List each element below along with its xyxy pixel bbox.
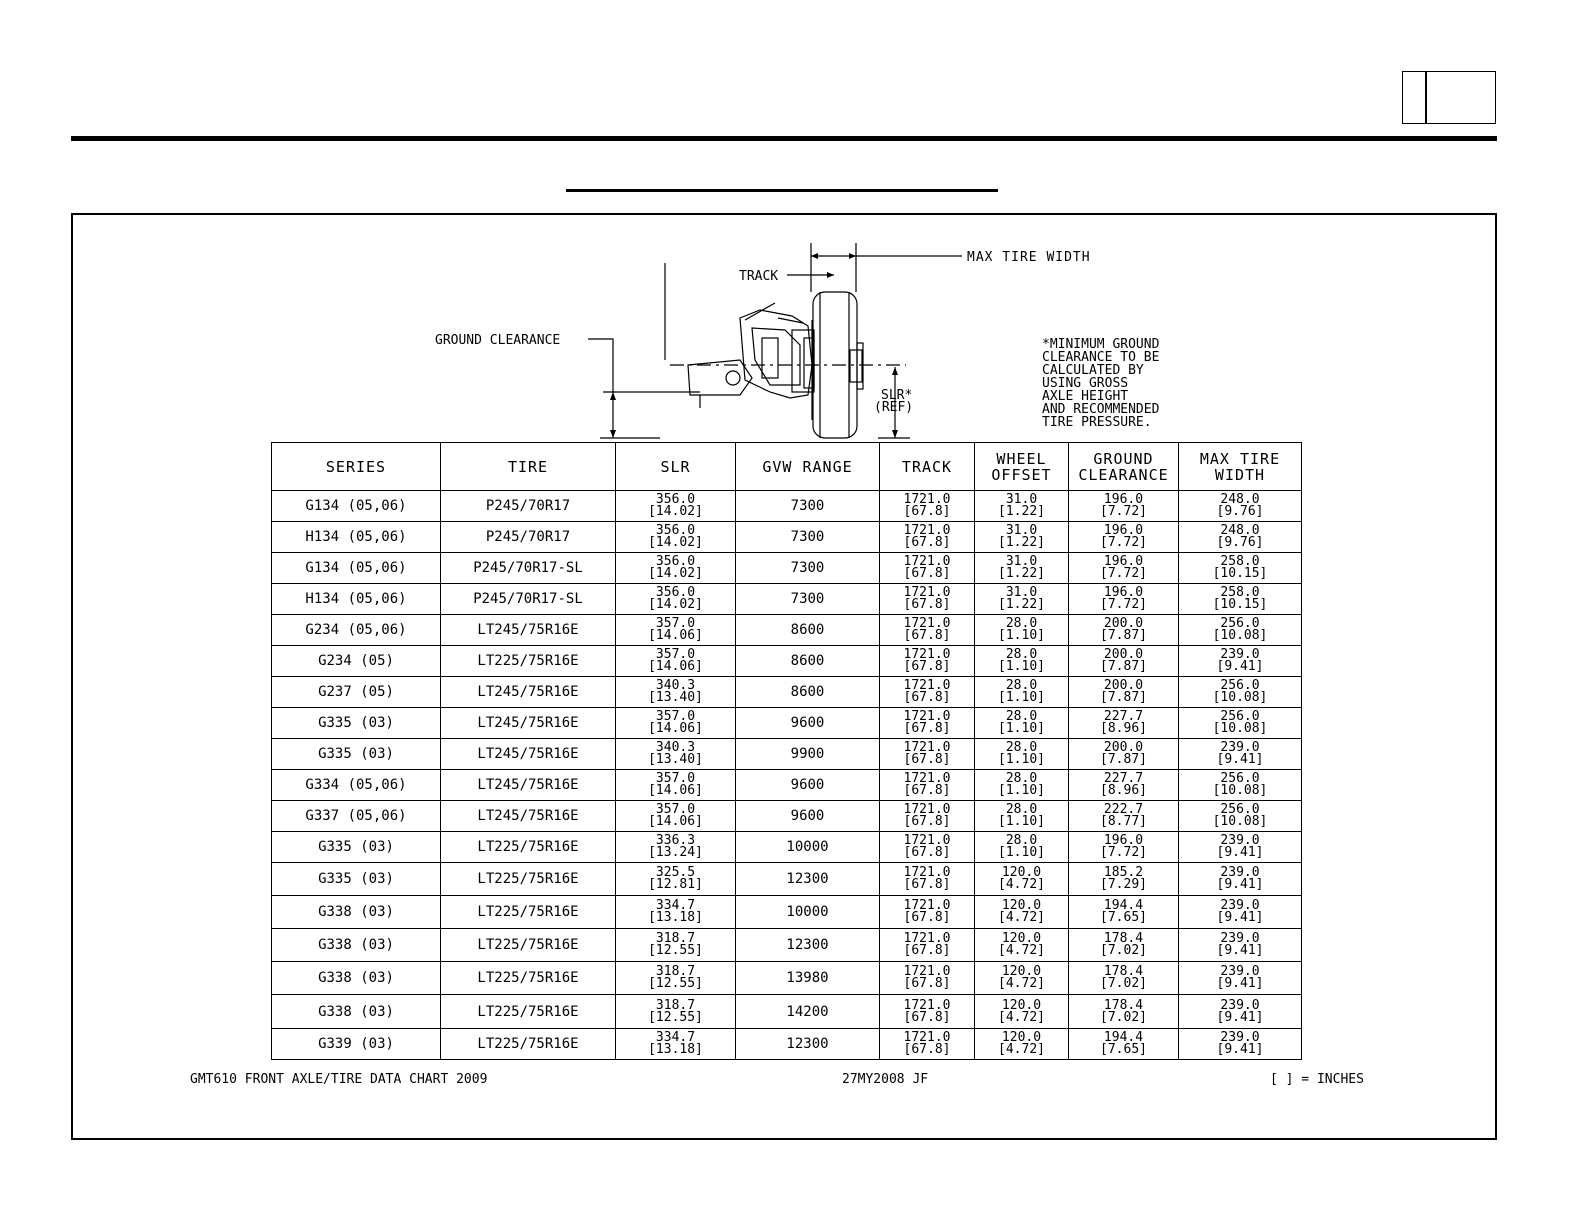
cell-gvw-range: 7300 — [736, 584, 880, 615]
table-row — [272, 801, 1302, 832]
cell-series: G339 (03) — [272, 1029, 441, 1060]
table-header-row — [272, 443, 1302, 491]
cell-wheel-offset: 28.0 [1.10] — [975, 708, 1069, 739]
cell-max-tire-width: 248.0 [9.76] — [1179, 522, 1302, 553]
cell-series: G337 (05,06) — [272, 801, 441, 832]
cell-gvw-range: 12300 — [736, 929, 880, 962]
cell-slr: 340.3 [13.40] — [616, 677, 736, 708]
svg-text:*MINIMUM GROUND: *MINIMUM GROUND — [1042, 337, 1160, 352]
cell-wheel-offset: 28.0 [1.10] — [975, 615, 1069, 646]
table-row — [272, 962, 1302, 995]
cell-slr: 325.5 [12.81] — [616, 863, 736, 896]
cell-gvw-range: 9900 — [736, 739, 880, 770]
cell-slr: 356.0 [14.02] — [616, 522, 736, 553]
cell-tire: LT225/75R16E — [441, 863, 616, 896]
cell-wheel-offset: 28.0 [1.10] — [975, 646, 1069, 677]
cell-max-tire-width: 239.0 [9.41] — [1179, 929, 1302, 962]
table-row — [272, 584, 1302, 615]
cell-wheel-offset: 28.0 [1.10] — [975, 801, 1069, 832]
cell-track: 1721.0 [67.8] — [880, 995, 975, 1029]
cell-wheel-offset: 28.0 [1.10] — [975, 677, 1069, 708]
cell-ground-clearance: 227.7 [8.96] — [1069, 770, 1179, 801]
table-row — [272, 646, 1302, 677]
cell-tire: LT225/75R16E — [441, 646, 616, 677]
cell-series: G237 (05) — [272, 677, 441, 708]
cell-max-tire-width: 256.0 [10.08] — [1179, 801, 1302, 832]
cell-track: 1721.0 [67.8] — [880, 863, 975, 896]
table-row — [272, 832, 1302, 863]
cell-track: 1721.0 [67.8] — [880, 646, 975, 677]
cell-slr: 336.3 [13.24] — [616, 832, 736, 863]
header-max-tire-width: MAX TIRE WIDTH — [1179, 443, 1302, 491]
cell-max-tire-width: 239.0 [9.41] — [1179, 962, 1302, 995]
ground-clearance-label: GROUND CLEARANCE — [435, 333, 561, 348]
minimum-ground-clearance-note — [1042, 337, 1160, 430]
cell-track: 1721.0 [67.8] — [880, 832, 975, 863]
cell-wheel-offset: 120.0 [4.72] — [975, 1029, 1069, 1060]
cell-series: G134 (05,06) — [272, 553, 441, 584]
cell-wheel-offset: 31.0 [1.22] — [975, 584, 1069, 615]
cell-wheel-offset: 31.0 [1.22] — [975, 553, 1069, 584]
cell-gvw-range: 9600 — [736, 708, 880, 739]
svg-text:CLEARANCE TO BE: CLEARANCE TO BE — [1042, 350, 1160, 365]
track-label: TRACK — [739, 269, 779, 284]
table-row — [272, 615, 1302, 646]
cell-ground-clearance: 196.0 [7.72] — [1069, 553, 1179, 584]
cell-wheel-offset: 28.0 [1.10] — [975, 770, 1069, 801]
cell-track: 1721.0 [67.8] — [880, 553, 975, 584]
header-series: SERIES — [272, 443, 441, 491]
cell-max-tire-width: 256.0 [10.08] — [1179, 770, 1302, 801]
cell-tire: P245/70R17 — [441, 522, 616, 553]
cell-slr: 318.7 [12.55] — [616, 929, 736, 962]
cell-wheel-offset: 120.0 [4.72] — [975, 863, 1069, 896]
cell-track: 1721.0 [67.8] — [880, 677, 975, 708]
cell-slr: 334.7 [13.18] — [616, 896, 736, 929]
cell-tire: LT245/75R16E — [441, 770, 616, 801]
cell-track: 1721.0 [67.8] — [880, 708, 975, 739]
cell-track: 1721.0 [67.8] — [880, 1029, 975, 1060]
header-wheel-offset: WHEEL OFFSET — [975, 443, 1069, 491]
cell-gvw-range: 7300 — [736, 553, 880, 584]
cell-max-tire-width: 248.0 [9.76] — [1179, 491, 1302, 522]
cell-wheel-offset: 120.0 [4.72] — [975, 995, 1069, 1029]
cell-series: G338 (03) — [272, 962, 441, 995]
cell-track: 1721.0 [67.8] — [880, 929, 975, 962]
cell-ground-clearance: 178.4 [7.02] — [1069, 962, 1179, 995]
cell-tire: LT245/75R16E — [441, 615, 616, 646]
cell-slr: 356.0 [14.02] — [616, 491, 736, 522]
footer-legend: [ ] = INCHES — [1270, 1072, 1364, 1087]
cell-ground-clearance: 200.0 [7.87] — [1069, 739, 1179, 770]
cell-tire: P245/70R17-SL — [441, 584, 616, 615]
cell-gvw-range: 12300 — [736, 1029, 880, 1060]
cell-slr: 357.0 [14.06] — [616, 646, 736, 677]
cell-series: H134 (05,06) — [272, 584, 441, 615]
header-slr: SLR — [616, 443, 736, 491]
table-row — [272, 739, 1302, 770]
cell-track: 1721.0 [67.8] — [880, 739, 975, 770]
cell-series: G335 (03) — [272, 832, 441, 863]
cell-wheel-offset: 120.0 [4.72] — [975, 929, 1069, 962]
cell-max-tire-width: 239.0 [9.41] — [1179, 896, 1302, 929]
header-ground-clearance: GROUND CLEARANCE — [1069, 443, 1179, 491]
cell-ground-clearance: 222.7 [8.77] — [1069, 801, 1179, 832]
cell-tire: LT245/75R16E — [441, 677, 616, 708]
cell-gvw-range: 10000 — [736, 832, 880, 863]
max-tire-width-label: MAX TIRE WIDTH — [967, 250, 1091, 265]
cell-tire: LT225/75R16E — [441, 962, 616, 995]
cell-ground-clearance: 178.4 [7.02] — [1069, 995, 1179, 1029]
cell-tire: P245/70R17 — [441, 491, 616, 522]
table-row — [272, 929, 1302, 962]
cell-wheel-offset: 120.0 [4.72] — [975, 962, 1069, 995]
cell-max-tire-width: 256.0 [10.08] — [1179, 708, 1302, 739]
cell-ground-clearance: 196.0 [7.72] — [1069, 522, 1179, 553]
cell-slr: 357.0 [14.06] — [616, 801, 736, 832]
cell-ground-clearance: 194.4 [7.65] — [1069, 896, 1179, 929]
cell-max-tire-width: 239.0 [9.41] — [1179, 1029, 1302, 1060]
cell-ground-clearance: 194.4 [7.65] — [1069, 1029, 1179, 1060]
cell-max-tire-width: 258.0 [10.15] — [1179, 553, 1302, 584]
cell-series: G334 (05,06) — [272, 770, 441, 801]
cell-tire: LT245/75R16E — [441, 801, 616, 832]
slr-ref-label: (REF) — [874, 400, 914, 415]
cell-tire: LT225/75R16E — [441, 1029, 616, 1060]
cell-tire: LT225/75R16E — [441, 929, 616, 962]
cell-ground-clearance: 200.0 [7.87] — [1069, 677, 1179, 708]
footer-title: GMT610 FRONT AXLE/TIRE DATA CHART 2009 — [190, 1072, 488, 1087]
cell-gvw-range: 8600 — [736, 646, 880, 677]
svg-text:TIRE PRESSURE.: TIRE PRESSURE. — [1042, 415, 1152, 430]
cell-ground-clearance: 178.4 [7.02] — [1069, 929, 1179, 962]
cell-wheel-offset: 31.0 [1.22] — [975, 522, 1069, 553]
cell-gvw-range: 9600 — [736, 801, 880, 832]
svg-text:AND RECOMMENDED: AND RECOMMENDED — [1042, 402, 1160, 417]
cell-series: H134 (05,06) — [272, 522, 441, 553]
cell-track: 1721.0 [67.8] — [880, 770, 975, 801]
table-row — [272, 995, 1302, 1029]
cell-slr: 334.7 [13.18] — [616, 1029, 736, 1060]
cell-wheel-offset: 28.0 [1.10] — [975, 832, 1069, 863]
cell-slr: 357.0 [14.06] — [616, 770, 736, 801]
cell-series: G335 (03) — [272, 863, 441, 896]
cell-max-tire-width: 258.0 [10.15] — [1179, 584, 1302, 615]
cell-ground-clearance: 196.0 [7.72] — [1069, 584, 1179, 615]
table-row — [272, 708, 1302, 739]
header-tire: TIRE — [441, 443, 616, 491]
cell-gvw-range: 12300 — [736, 863, 880, 896]
cell-max-tire-width: 239.0 [9.41] — [1179, 646, 1302, 677]
cell-track: 1721.0 [67.8] — [880, 801, 975, 832]
svg-text:CALCULATED BY: CALCULATED BY — [1042, 363, 1144, 378]
cell-tire: LT245/75R16E — [441, 739, 616, 770]
cell-slr: 318.7 [12.55] — [616, 962, 736, 995]
cell-slr: 356.0 [14.02] — [616, 553, 736, 584]
cell-ground-clearance: 196.0 [7.72] — [1069, 832, 1179, 863]
table-row — [272, 491, 1302, 522]
cell-gvw-range: 13980 — [736, 962, 880, 995]
cell-max-tire-width: 239.0 [9.41] — [1179, 739, 1302, 770]
cell-series: G234 (05,06) — [272, 615, 441, 646]
cell-gvw-range: 8600 — [736, 615, 880, 646]
cell-slr: 356.0 [14.02] — [616, 584, 736, 615]
cell-series: G338 (03) — [272, 929, 441, 962]
cell-max-tire-width: 239.0 [9.41] — [1179, 863, 1302, 896]
cell-ground-clearance: 227.7 [8.96] — [1069, 708, 1179, 739]
cell-tire: LT225/75R16E — [441, 995, 616, 1029]
cell-track: 1721.0 [67.8] — [880, 896, 975, 929]
svg-text:AXLE HEIGHT: AXLE HEIGHT — [1042, 389, 1129, 404]
cell-gvw-range: 7300 — [736, 522, 880, 553]
cell-gvw-range: 14200 — [736, 995, 880, 1029]
cell-series: G335 (03) — [272, 739, 441, 770]
header-track: TRACK — [880, 443, 975, 491]
cell-slr: 357.0 [14.06] — [616, 615, 736, 646]
table-row — [272, 863, 1302, 896]
cell-track: 1721.0 [67.8] — [880, 522, 975, 553]
table-row — [272, 553, 1302, 584]
cell-track: 1721.0 [67.8] — [880, 584, 975, 615]
table-row — [272, 770, 1302, 801]
footer-date: 27MY2008 JF — [842, 1072, 929, 1087]
cell-max-tire-width: 256.0 [10.08] — [1179, 615, 1302, 646]
cell-slr: 318.7 [12.55] — [616, 995, 736, 1029]
cell-tire: LT225/75R16E — [441, 896, 616, 929]
svg-text:USING GROSS: USING GROSS — [1042, 376, 1129, 391]
cell-track: 1721.0 [67.8] — [880, 491, 975, 522]
cell-tire: LT245/75R16E — [441, 708, 616, 739]
table-row — [272, 1029, 1302, 1060]
cell-tire: LT225/75R16E — [441, 832, 616, 863]
cell-slr: 340.3 [13.40] — [616, 739, 736, 770]
cell-ground-clearance: 196.0 [7.72] — [1069, 491, 1179, 522]
cell-track: 1721.0 [67.8] — [880, 962, 975, 995]
cell-track: 1721.0 [67.8] — [880, 615, 975, 646]
cell-max-tire-width: 256.0 [10.08] — [1179, 677, 1302, 708]
slr-label: SLR* — [881, 388, 913, 403]
table-row — [272, 896, 1302, 929]
cell-wheel-offset: 120.0 [4.72] — [975, 896, 1069, 929]
cell-gvw-range: 8600 — [736, 677, 880, 708]
cell-wheel-offset: 31.0 [1.22] — [975, 491, 1069, 522]
cell-ground-clearance: 200.0 [7.87] — [1069, 646, 1179, 677]
cell-gvw-range: 7300 — [736, 491, 880, 522]
axle-tire-data-table — [271, 442, 1302, 1060]
cell-tire: P245/70R17-SL — [441, 553, 616, 584]
cell-ground-clearance: 200.0 [7.87] — [1069, 615, 1179, 646]
cell-ground-clearance: 185.2 [7.29] — [1069, 863, 1179, 896]
cell-series: G338 (03) — [272, 896, 441, 929]
cell-series: G134 (05,06) — [272, 491, 441, 522]
cell-max-tire-width: 239.0 [9.41] — [1179, 995, 1302, 1029]
cell-series: G234 (05) — [272, 646, 441, 677]
cell-gvw-range: 9600 — [736, 770, 880, 801]
cell-series: G338 (03) — [272, 995, 441, 1029]
cell-gvw-range: 10000 — [736, 896, 880, 929]
cell-wheel-offset: 28.0 [1.10] — [975, 739, 1069, 770]
header-gvw-range: GVW RANGE — [736, 443, 880, 491]
table-row — [272, 677, 1302, 708]
cell-max-tire-width: 239.0 [9.41] — [1179, 832, 1302, 863]
cell-slr: 357.0 [14.06] — [616, 708, 736, 739]
table-row — [272, 522, 1302, 553]
cell-series: G335 (03) — [272, 708, 441, 739]
